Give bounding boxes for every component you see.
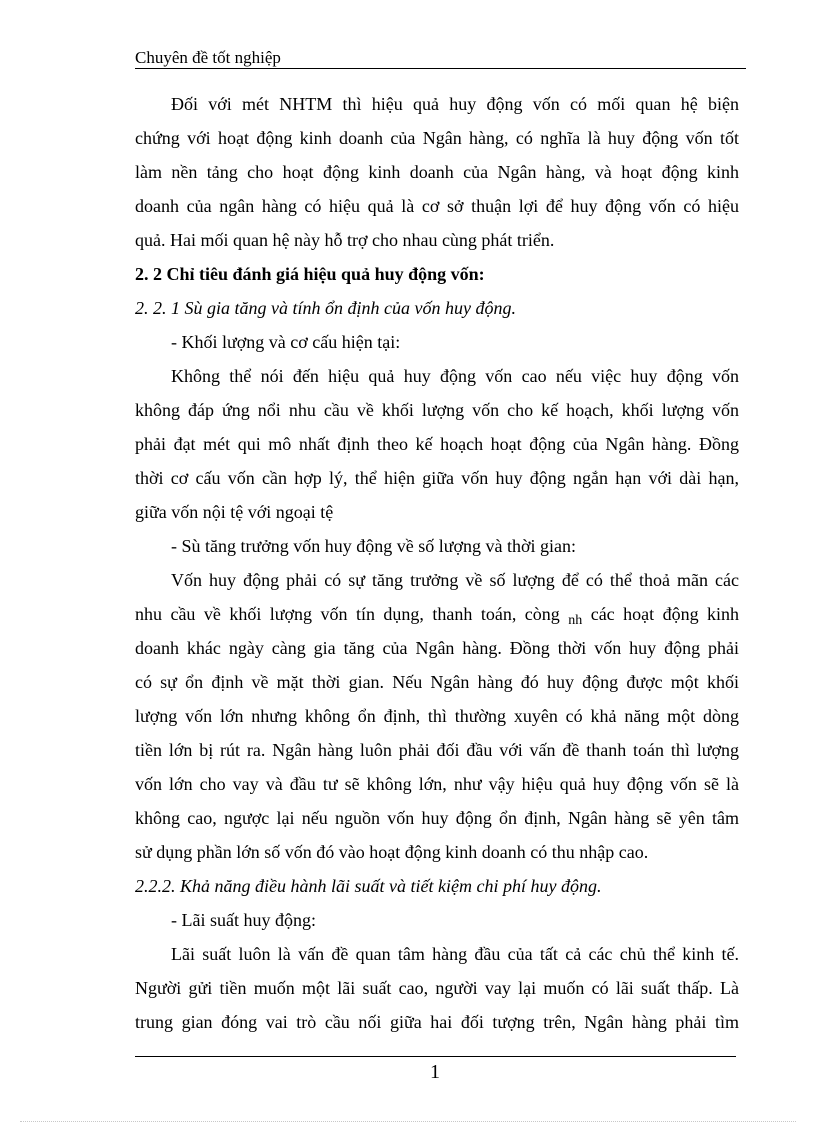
page-number: 1 (430, 1061, 440, 1083)
paragraph-line: làm nền tảng cho hoạt động kinh doanh của Ngân hàng, và hoạt động kinh (135, 162, 739, 182)
page-header-title: Chuyên đề tốt nghiệp (135, 48, 281, 67)
paragraph-line: có sự ổn định về mặt thời gian. Nếu Ngân hàng đó huy động được một khối (135, 672, 739, 692)
page-edge (20, 1121, 796, 1122)
bullet-item: - Khối lượng và cơ cấu hiện tại: (171, 332, 401, 352)
footer-divider (135, 1056, 736, 1057)
paragraph-line: Không thể nói đến hiệu quả huy động vốn cao nếu việc huy động vốn (171, 366, 739, 386)
paragraph-line: sử dụng phần lớn số vốn đó vào hoạt động kinh doanh có thu nhập cao. (135, 842, 649, 862)
paragraph-text: các hoạt động kinh (590, 604, 740, 624)
paragraph-line: quả. Hai mối quan hệ này hỗ trợ cho nhau cùng phát triển. (135, 230, 555, 250)
subsection-heading: 2. 2. 1 Sù gia tăng và tính ổn định của vốn huy động. (135, 298, 516, 318)
paragraph-line: tiền lớn bị rút ra. Ngân hàng luôn phải đối đầu với vấn đề thanh toán thì lượng (135, 740, 739, 760)
paragraph-line: phải đạt mét qui mô nhất định theo kế hoạch hoạt động của Ngân hàng. Đồng (135, 434, 739, 454)
bullet-item: - Sù tăng trưởng vốn huy động về số lượng và thời gian: (171, 536, 577, 556)
bullet-item: - Lãi suất huy động: (171, 910, 316, 930)
header-divider (135, 68, 746, 69)
paragraph-line: lượng vốn lớn nhưng không ổn định, thì thường xuyên có khả năng một dòng (135, 706, 739, 726)
section-heading: 2. 2 Chỉ tiêu đánh giá hiệu quả huy động vốn: (135, 264, 485, 284)
subscript-text: nh (568, 613, 583, 628)
paragraph-line: không đáp ứng nổi nhu cầu về khối lượng vốn cho kế hoạch, khối lượng vốn (135, 400, 739, 420)
paragraph-line: doanh của ngân hàng có hiệu quả là cơ sở thuận lợi để huy động vốn có hiệu (135, 196, 739, 216)
paragraph-line: Vốn huy động phải có sự tăng trưởng về số lượng để có thể thoả mãn các (171, 570, 739, 590)
paragraph-line: Lãi suất luôn là vấn đề quan tâm hàng đầu của tất cả các chủ thể kinh tế. (171, 944, 739, 964)
subsection-heading: 2.2.2. Khả năng điều hành lãi suất và tiết kiệm chi phí huy động. (135, 876, 602, 896)
paragraph-line: vốn lớn cho vay và đầu tư sẽ không lớn, như vậy hiệu quả huy động vốn sẽ là (135, 774, 739, 794)
paragraph-line: giữa vốn nội tệ với ngoại tệ (135, 502, 334, 522)
paragraph-line (135, 602, 739, 629)
paragraph-line: chứng với hoạt động kinh doanh của Ngân hàng, có nghĩa là huy động vốn tốt (135, 128, 739, 148)
paragraph-line: trung gian đóng vai trò cầu nối giữa hai đối tượng trên, Ngân hàng phải tìm (135, 1012, 739, 1032)
paragraph-text: nhu cầu về khối lượng vốn tín dụng, thanh toán, còng (135, 604, 560, 624)
paragraph-line: thời cơ cấu vốn cần hợp lý, thể hiện giữa vốn huy động ngắn hạn với dài hạn, (135, 468, 739, 488)
paragraph-line: Đối với mét NHTM thì hiệu quả huy động vốn có mối quan hệ biện (171, 94, 739, 114)
paragraph-line: Người gửi tiền muốn một lãi suất cao, người vay lại muốn có lãi suất thấp. Là (135, 978, 739, 998)
paragraph-line: doanh khác ngày càng gia tăng của Ngân hàng. Đồng thời vốn huy động phải (135, 638, 739, 658)
paragraph-line: không cao, ngược lại nếu nguồn vốn huy động ổn định, Ngân hàng sẽ yên tâm (135, 808, 739, 828)
